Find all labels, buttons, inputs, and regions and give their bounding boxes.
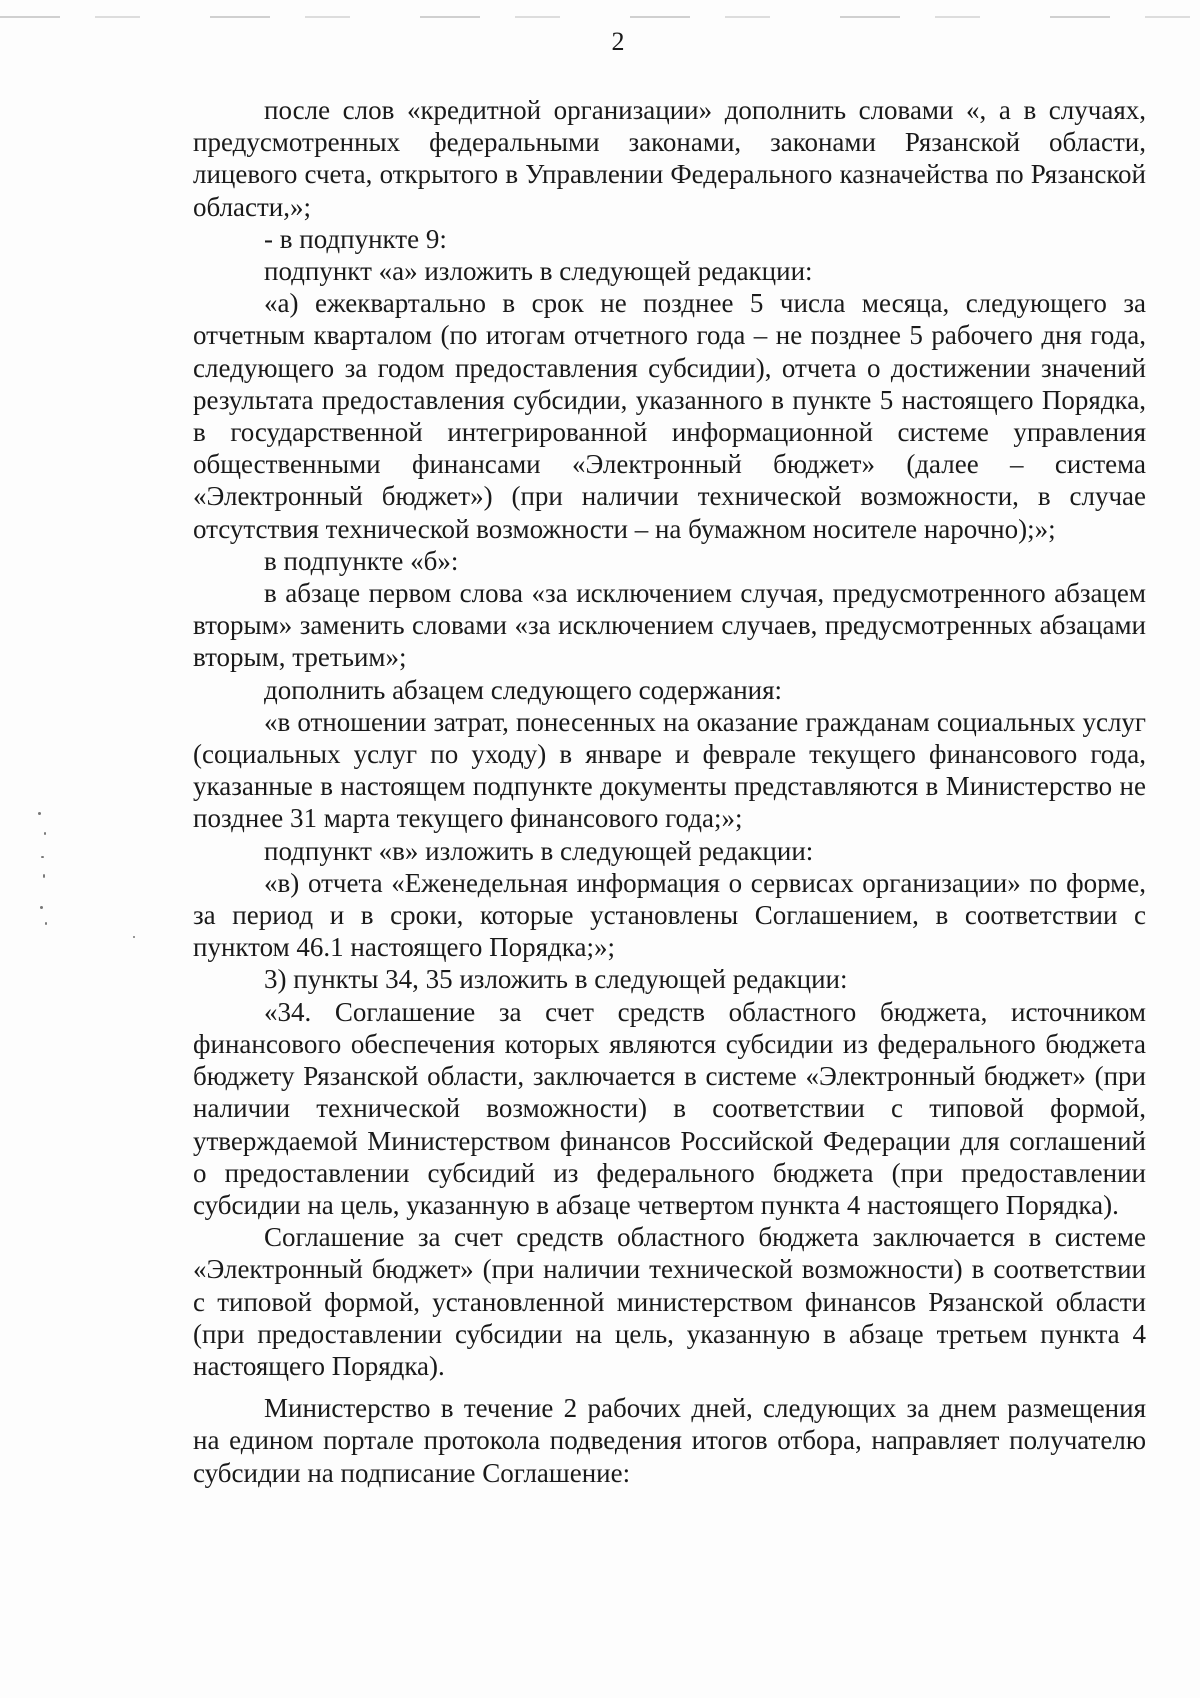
document-body <box>193 94 1146 1489</box>
paragraph-subpoint-v-text: «в) отчета «Еженедельная информация о сервисах организации» по форме, за период и в сроки, которые установлены Соглашением, в соответствии с пунктом 46.1 настоящего Порядка;»; <box>193 867 1146 963</box>
scan-speck <box>41 856 44 858</box>
scan-speck <box>133 936 135 938</box>
paragraph-subpoint-9: - в подпункте 9: <box>264 223 447 254</box>
paragraph-point-34: «34. Соглашение за счет средств областного бюджета, источником финансового обеспечения которых являются субсидии из федерального бюджета бюджету Рязанской области, заключается в системе «Электронный бюджет» (при наличии технической возможности) в соответствии с типовой формой, утверждаемой Министерством финансов Российской Федерации для соглашений о предоставлении субсидий из федерального бюджета (при предоставлении субсидии на цель, указанную в абзаце четвертом пункта 4 настоящего Порядка). <box>193 996 1146 1220</box>
paragraph-subpoint-b-heading: в подпункте «б»: <box>264 545 459 576</box>
paragraph-ministry-term: Министерство в течение 2 рабочих дней, следующих за днем размещения на едином портале протокола подведения итогов отбора, направляет получателю субсидии на подписание Соглашение: <box>193 1393 1146 1488</box>
scan-speck <box>38 812 41 815</box>
paragraph-subpoint-v-heading: подпункт «в» изложить в следующей редакции: <box>264 835 814 866</box>
page-number: 2 <box>611 27 625 56</box>
paragraph-subpoint-a-text: «а) ежеквартально в срок не позднее 5 числа месяца, следующего за отчетным кварталом (по итогам отчетного года – не позднее 5 рабочего дня года, следующего за годом предоставления субсидии), отчета о достижении значений результата предоставления субсидии, указанного в пункте 5 настоящего Порядка, в государственной интегрированной информационной системе управления общественными финансами «Электронный бюджет» (далее – система «Электронный бюджет») (при наличии технической возможности, в случае отсутствия технической возможности – на бумажном носителе нарочно);»; <box>193 288 1146 544</box>
paragraph-subpoint-b-text: в абзаце первом слова «за исключением случая, предусмотренного абзацем вторым» заменить словами «за исключением случаев, предусмотренных абзацами вторым, третьим»; <box>193 578 1146 673</box>
paragraph-credit-org: после слов «кредитной организации» дополнить словами «, а в случаях, предусмотренных федеральными законами, законами Рязанской области, лицевого счета, открытого в Управлении Федерального казначейства по Рязанской области,»; <box>193 95 1146 222</box>
scan-artifact-top <box>0 16 1200 18</box>
scan-speck <box>43 874 45 878</box>
paragraph-points-34-35: 3) пункты 34, 35 изложить в следующей редакции: <box>264 964 848 995</box>
scan-speck <box>44 832 46 835</box>
paragraph-subpoint-a-heading: подпункт «а» изложить в следующей редакции: <box>264 256 813 287</box>
scan-speck <box>40 906 43 909</box>
paragraph-add-clause: дополнить абзацем следующего содержания: <box>264 674 783 705</box>
paragraph-costs-clause: «в отношении затрат, понесенных на оказание гражданам социальных услуг (социальных услуг по уходу) в январе и феврале текущего финансового года, указанные в настоящем подпункте документы представляются в Министерство не позднее 31 марта текущего финансового года;»; <box>193 706 1146 834</box>
paragraph-regional-agreement: Соглашение за счет средств областного бюджета заключается в системе «Электронный бюджет» (при наличии технической возможности) в соответствии с типовой формой, установленной министерством финансов Рязанской области (при предоставлении субсидии на цель, указанную в абзаце третьем пункта 4 настоящего Порядка). <box>193 1222 1146 1381</box>
scan-speck <box>45 922 47 925</box>
